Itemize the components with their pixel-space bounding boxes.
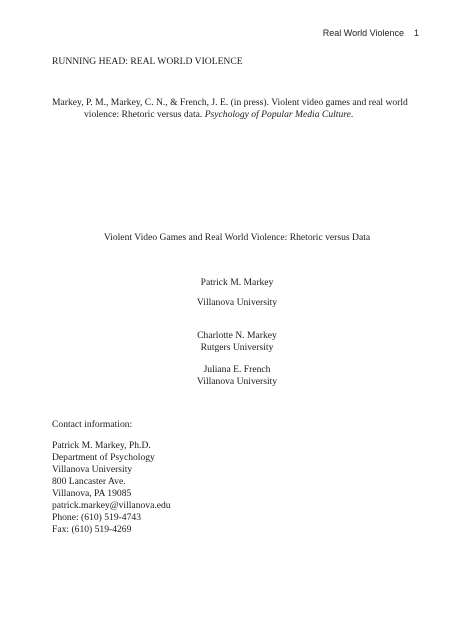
contact-line: Villanova University [52,464,133,475]
citation-title-part2: violence: Rhetoric versus data. [84,109,205,120]
author-1-name: Patrick M. Markey [200,277,274,288]
contact-fax: Fax: (610) 519-4269 [52,524,132,535]
running-head: RUNNING HEAD: REAL WORLD VIOLENCE [52,56,243,67]
paper-title: Violent Video Games and Real World Violence: Rhetoric versus Data [103,232,371,243]
author-1-affiliation: Villanova University [196,297,278,308]
author-3-affiliation: Villanova University [196,376,278,387]
contact-line: Patrick M. Markey, Ph.D. [52,440,151,451]
contact-line: Villanova, PA 19085 [52,488,132,499]
author-3-name: Juliana E. French [203,364,271,375]
contact-line: 800 Lancaster Ave. [52,476,126,487]
author-2-affiliation: Rutgers University [200,342,274,353]
author-2-name: Charlotte N. Markey [197,330,277,341]
citation [52,97,427,121]
page-header [323,28,419,38]
citation-line-1: Markey, P. M., Markey, C. N., & French, J. E. (in press). Violent video games and real world [52,97,408,108]
contact-line: Department of Psychology [52,452,155,463]
page-number: 1 [413,28,419,38]
header-running-title: Real World Violence [322,28,404,38]
citation-line-2 [52,109,427,121]
contact-phone: Phone: (610) 519-4743 [52,512,141,523]
citation-end-punct: . [350,109,354,120]
contact-email: patrick.markey@villanova.edu [52,500,171,511]
contact-heading: Contact information: [52,419,133,430]
citation-journal: Psychology of Popular Media Culture [204,109,351,120]
